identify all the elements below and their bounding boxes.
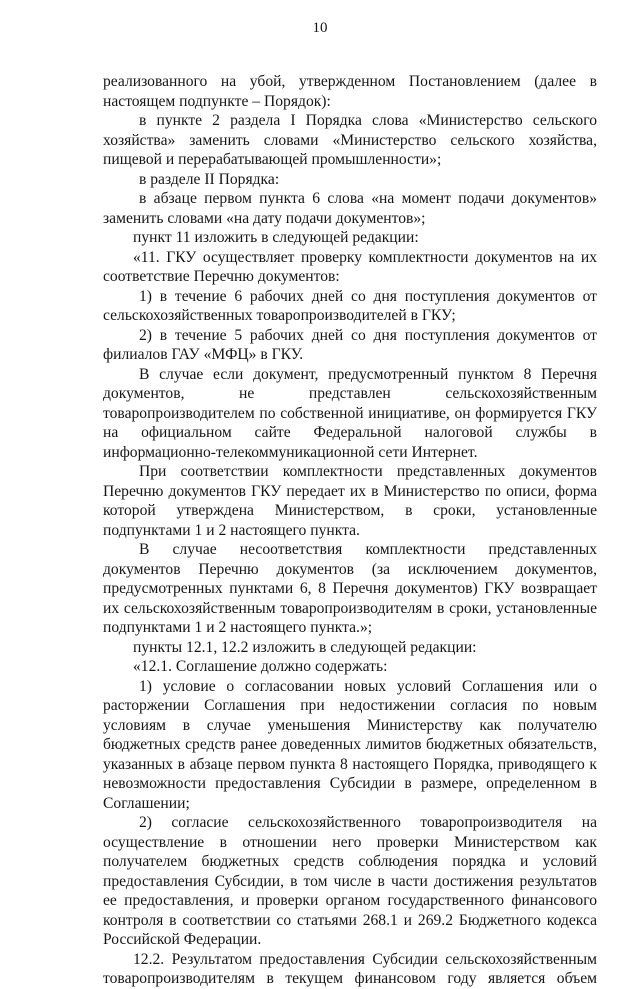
- paragraph: в абзаце первом пункта 6 слова «на момент подачи документов» заменить словами «на дату подачи документов»;: [103, 190, 597, 227]
- paragraph: реализованного на убой, утвержденном Постановлением (далее в настоящем подпункте – Порядок):: [103, 73, 597, 110]
- paragraph: пункты 12.1, 12.2 изложить в следующей редакции:: [133, 638, 477, 656]
- paragraph: 1) в течение 6 рабочих дней со дня поступления документов от сельскохозяйственных товаропроизводителей в ГКУ;: [103, 287, 597, 324]
- page-number: 10: [312, 20, 328, 36]
- paragraph: пункт 11 изложить в следующей редакции:: [133, 229, 419, 246]
- paragraph: 2) в течение 5 рабочих дней со дня поступления документов от филиалов ГАУ «МФЦ» в ГКУ.: [103, 326, 597, 363]
- paragraph: 1) условие о согласовании новых условий Соглашения или о расторжении Соглашения при недостижении согласия по новым условиям в случае уменьшения Министерству как получателю бюджетных средств ранее доведенных лимитов бюджетных обязательств, указанных в абзаце первом пункта 8 настоящего Порядка, приводящего к невозможности предоставления Субсидии в размере, определенном в Соглашении;: [103, 677, 597, 812]
- document-body: [103, 72, 597, 989]
- paragraph: в разделе II Порядка:: [139, 170, 280, 188]
- paragraph: В случае несоответствия комплектности представленных документов Перечню документов (за исключением документов, предусмотренных пунктами 6, 8 Перечня документов) ГКУ возвращает их сельскохозяйственным товаропроизводителям в сроки, установленные подпунктами 1 и 2 настоящего пункта.»;: [103, 541, 597, 636]
- paragraph: «12.1. Соглашение должно содержать:: [133, 658, 388, 675]
- paragraph: 12.2. Результатом предоставления Субсидии сельскохозяйственным товаропроизводителям в текущем финансовом году является объем: [103, 950, 597, 987]
- paragraph: В случае если документ, предусмотренный пунктом 8 Перечня документов, не представлен сельскохозяйственным товаропроизводителем по собственной инициативе, он формируется ГКУ на официальном сайте Федеральной налоговой службы в информационно-телекоммуникационной сети Интернет.: [103, 365, 597, 461]
- paragraph: 2) согласие сельскохозяйственного товаропроизводителя на осуществление в отношении него проверки Министерством как получателем бюджетных средств соблюдения порядка и условий предоставления Субсидии, в том числе в части достижения результатов ее предоставления, и проверки органом государственного финансового контроля в соответствии со статьями 268.1 и 269.2 Бюджетного кодекса Российской Федерации.: [103, 814, 597, 948]
- paragraph: «11. ГКУ осуществляет проверку комплектности документов на их соответствие Перечню документов:: [103, 248, 597, 285]
- paragraph: в пункте 2 раздела I Порядка слова «Министерство сельского хозяйства» заменить словами «Министерство сельского хозяйства, пищевой и перерабатывающей промышленности»;: [103, 112, 597, 168]
- paragraph: При соответствии комплектности представленных документов Перечню документов ГКУ передает их в Министерство по описи, форма которой утверждена Министерством, в сроки, установленные подпунктами 1 и 2 настоящего пункта.: [103, 463, 597, 539]
